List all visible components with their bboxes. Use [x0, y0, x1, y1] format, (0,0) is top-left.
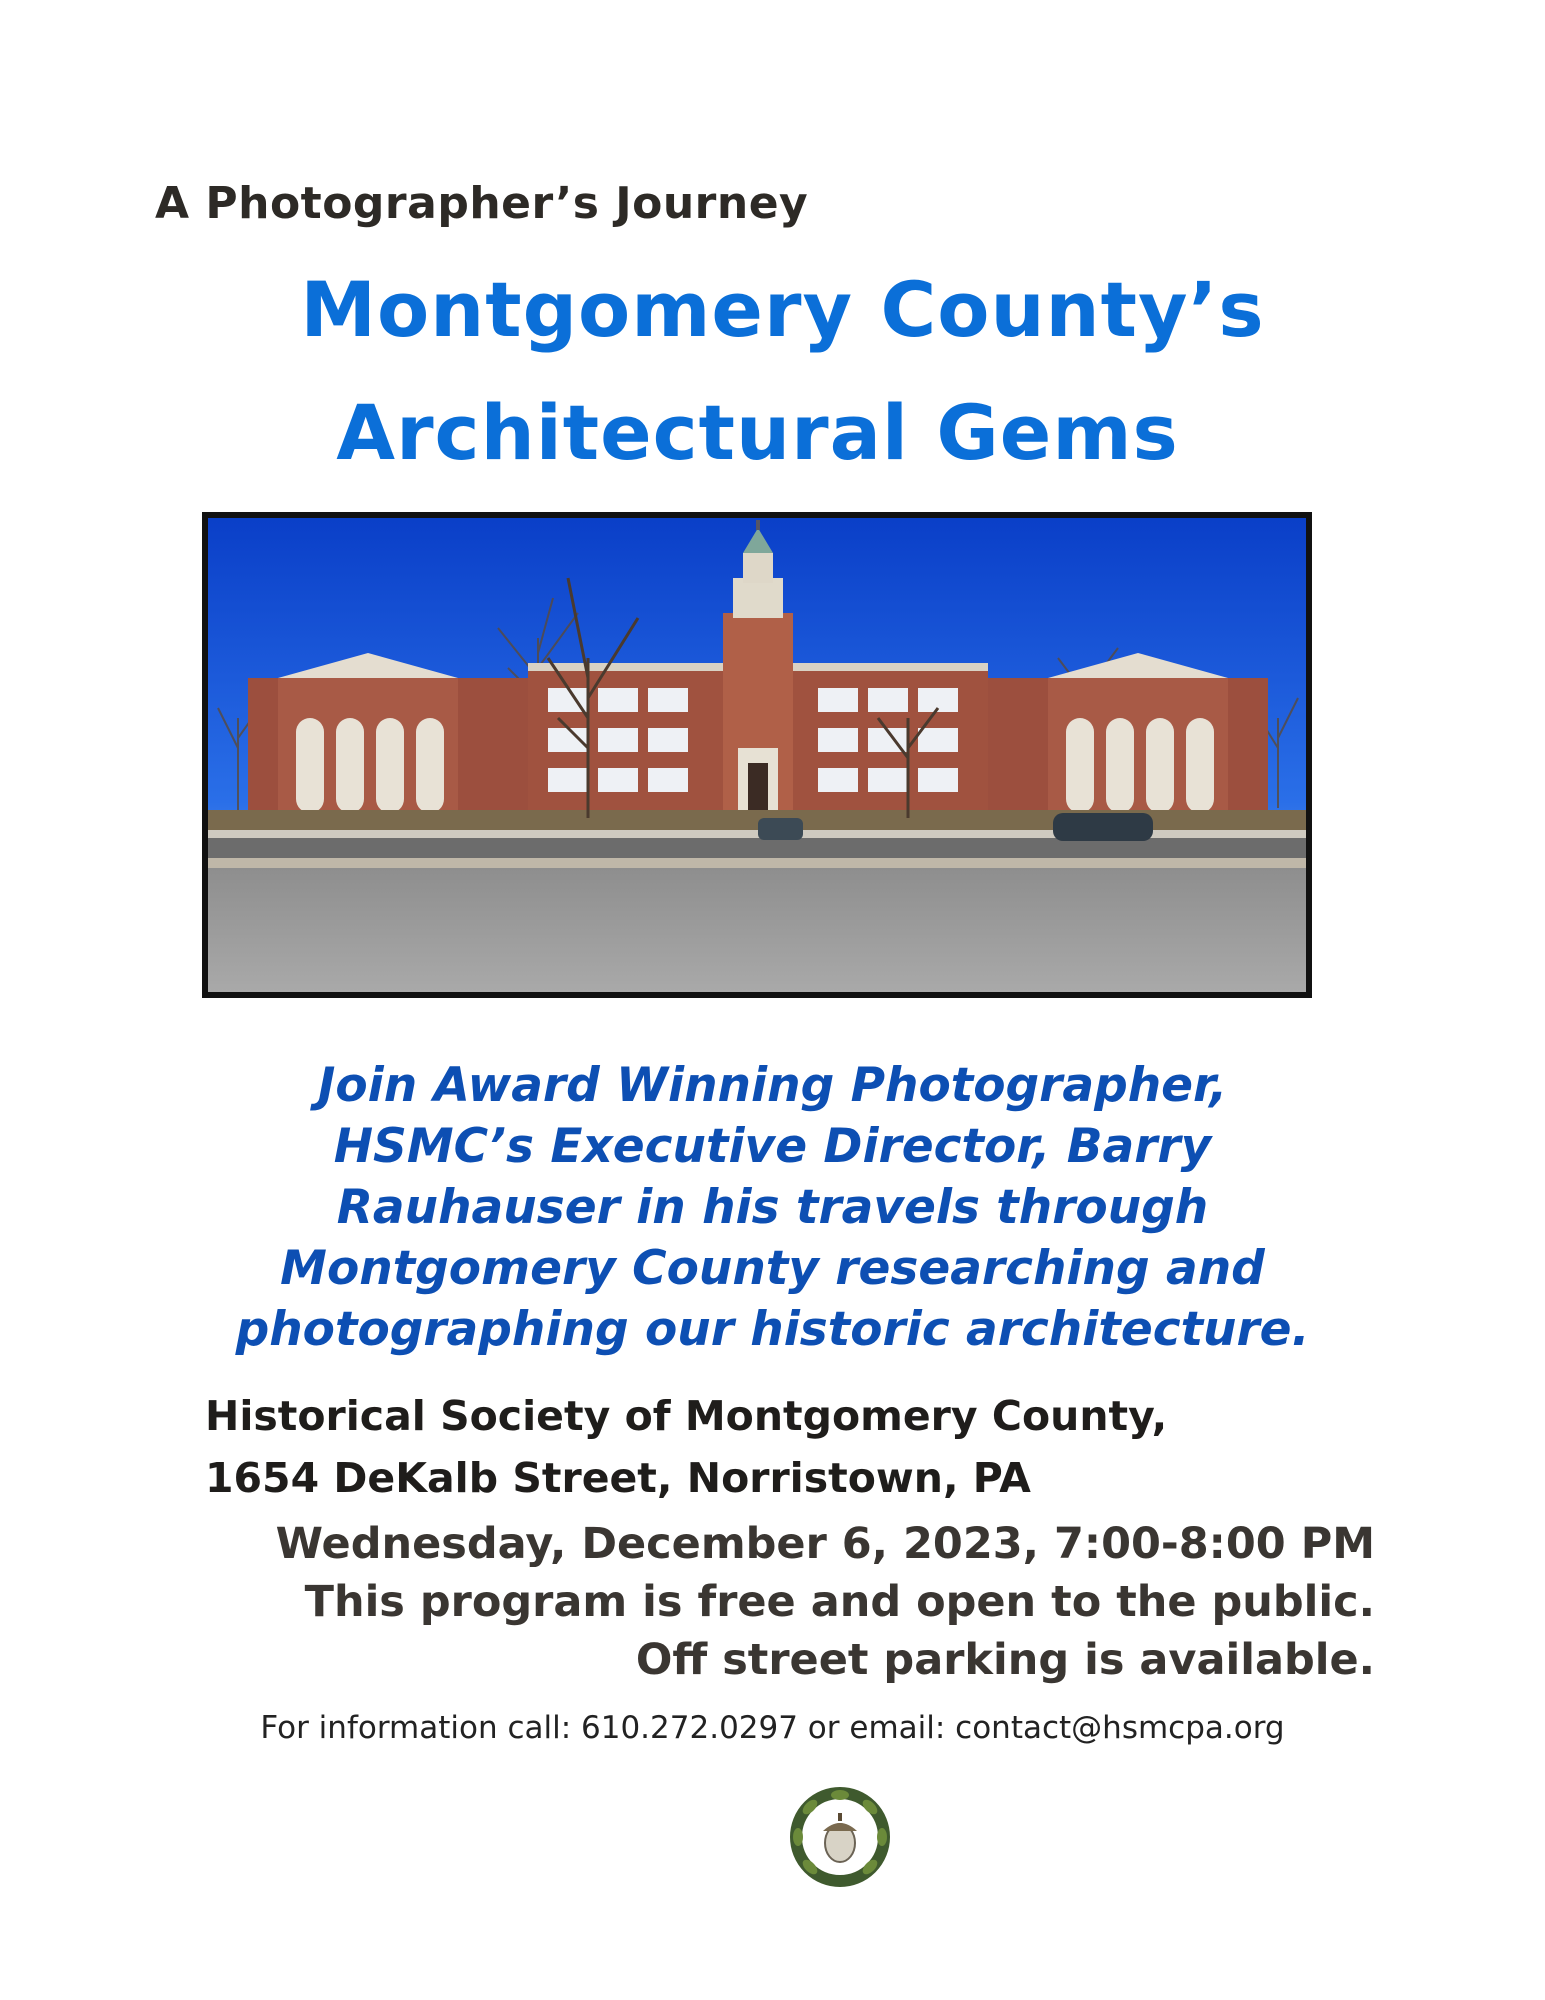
- description-line: HSMC’s Executive Director, Barry: [333, 1119, 1212, 1174]
- event-description: [0, 1055, 1545, 1360]
- event-datetime: Wednesday, December 6, 2023, 7:00-8:00 PM: [275, 1519, 1375, 1569]
- description-line: Rauhauser in his travels through: [336, 1180, 1209, 1235]
- school-building-photo-illustration: [208, 518, 1306, 992]
- venue-street: 1654 DeKalb Street, Norristown, PA: [205, 1454, 1031, 1502]
- description-line: Join Award Winning Photographer,: [317, 1058, 1228, 1113]
- description-line: Montgomery County researching and: [280, 1241, 1265, 1296]
- page-title-line-2: Architectural Gems: [336, 388, 1179, 477]
- contact-info: For information call: 610.272.0297 or email: contact@hsmcpa.org: [260, 1710, 1285, 1746]
- kicker: A Photographer’s Journey: [155, 178, 809, 229]
- building-photo: [202, 512, 1312, 998]
- event-admission: This program is free and open to the public.: [304, 1577, 1375, 1627]
- event-details: [276, 1515, 1375, 1689]
- venue-address: [205, 1385, 1167, 1509]
- description-line: photographing our historic architecture.: [235, 1302, 1310, 1357]
- event-parking: Off street parking is available.: [635, 1635, 1375, 1685]
- venue-name: Historical Society of Montgomery County,: [205, 1392, 1168, 1440]
- acorn-wreath-seal-icon: [790, 1787, 890, 1887]
- page-title-line-1: Montgomery County’s: [300, 265, 1265, 354]
